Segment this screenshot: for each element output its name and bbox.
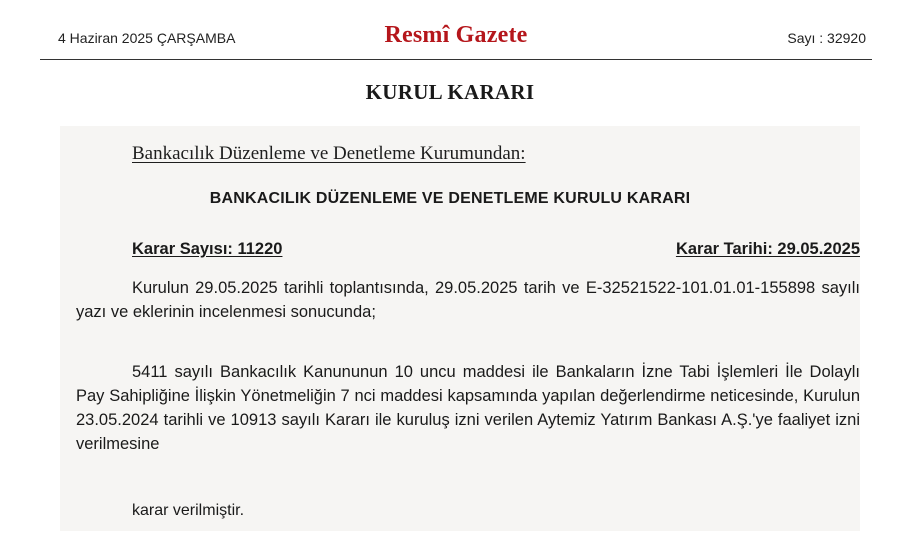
header-divider (40, 59, 872, 60)
board-decision-title: BANKACILIK DÜZENLEME VE DENETLEME KURULU KARARI (209, 190, 691, 207)
paragraph-2 (76, 360, 860, 456)
issuing-organization: Bankacılık Düzenleme ve Denetleme Kurumundan: (132, 143, 526, 164)
closing-statement: karar verilmiştir. (132, 502, 245, 519)
paragraph-2-text: 5411 sayılı Bankacılık Kanununun 10 uncu maddesi ile Bankaların İzne Tabi İşlemleri İle Dolaylı Pay Sahipliğine İlişkin Yönetmeliğin 7 nci maddesi kapsamında yapılan değerlendirme neticesinde, Kurulun 23.05.2024 tarihli ve 10913 sayılı Kararı ile kuruluş izni verilen Aytemiz Yatırım Bankası A.Ş.'ye faaliyet izni verilmesine (76, 363, 860, 453)
paragraph-1 (76, 276, 860, 324)
gazette-title: Resmî Gazete (384, 22, 528, 48)
decision-date: Karar Tarihi: 29.05.2025 (675, 240, 860, 258)
section-title: KURUL KARARI (365, 80, 535, 104)
gazette-header (40, 22, 872, 56)
paragraph-1-text: Kurulun 29.05.2025 tarihli toplantısında, 29.05.2025 tarih ve E-32521522-101.01.01-155898 sayılı yazı ve eklerinin incelenmesi sonucunda; (76, 279, 860, 321)
decision-panel (60, 126, 860, 531)
decision-number: Karar Sayısı: 11220 (132, 240, 283, 258)
header-date: 4 Haziran 2025 ÇARŞAMBA (58, 30, 236, 46)
issue-number: Sayı : 32920 (787, 30, 866, 46)
